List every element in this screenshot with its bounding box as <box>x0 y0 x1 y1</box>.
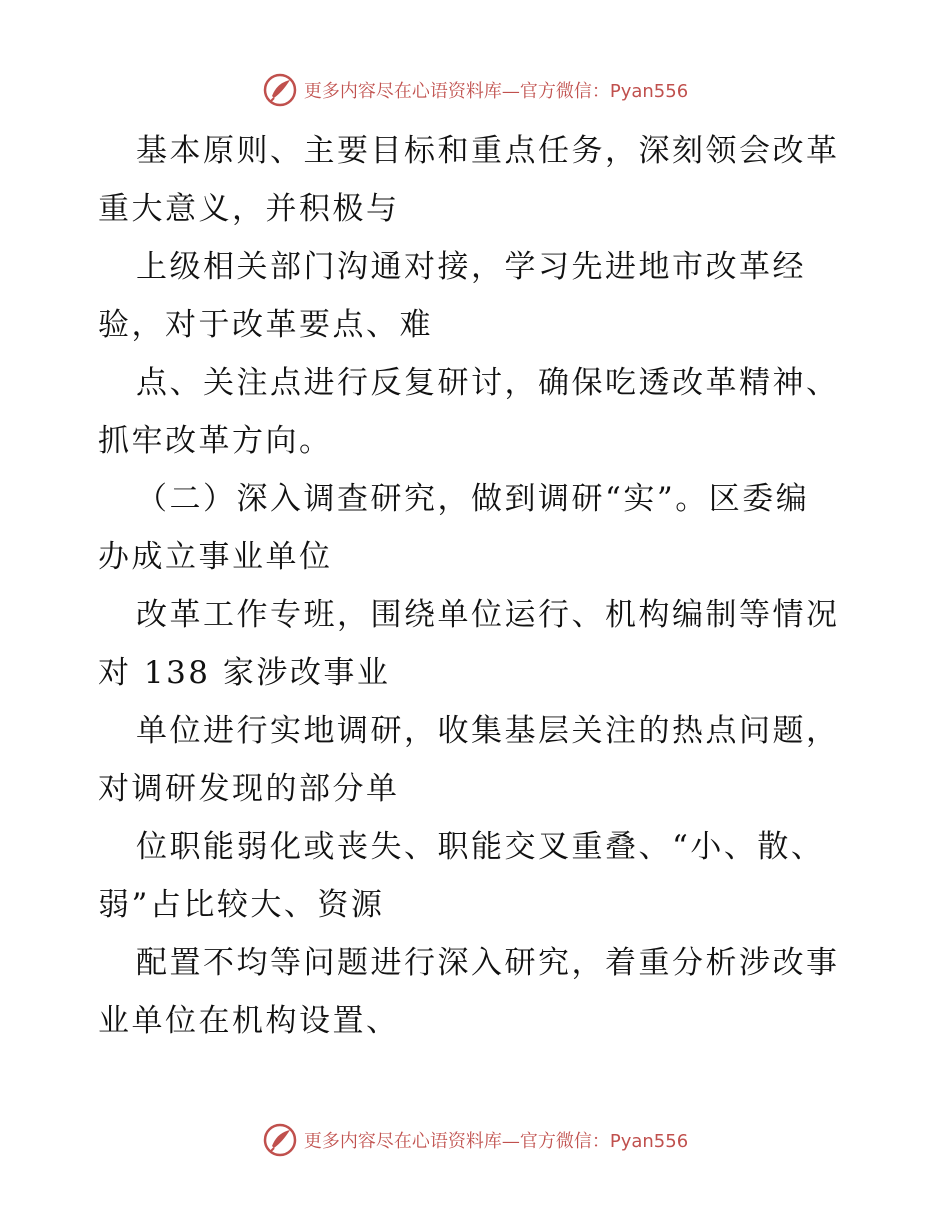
text-line: 业单位在机构设置、 <box>98 1003 400 1039</box>
logo-icon <box>262 72 298 108</box>
text-line: 抓牢改革方向。 <box>98 423 333 459</box>
text-line: 改革工作专班，围绕单位运行、机构编制等情况 <box>136 597 840 633</box>
document-body <box>98 122 858 1050</box>
text-line: 重大意义，并积极与 <box>98 191 400 227</box>
text-line: 对 138 家涉改事业 <box>98 655 391 691</box>
text-line: 办成立事业单位 <box>98 539 333 575</box>
text-line: 弱”占比较大、资源 <box>98 887 385 923</box>
text-line: 基本原则、主要目标和重点任务，深刻领会改革 <box>136 133 840 169</box>
footer-banner <box>0 1120 950 1160</box>
banner-text: 更多内容尽在心语资料库—官方微信：Pyan556 <box>303 81 689 102</box>
wechat-id: Pyan556 <box>609 1131 689 1152</box>
banner-text: 更多内容尽在心语资料库—官方微信：Pyan556 <box>303 1131 689 1152</box>
header-banner <box>0 70 950 110</box>
text-line: 位职能弱化或丧失、职能交叉重叠、“小、散、 <box>136 829 825 865</box>
text-line: （二）深入调查研究，做到调研“实”。区委编 <box>136 481 810 517</box>
text-line: 对调研发现的部分单 <box>98 771 400 807</box>
wechat-id: Pyan556 <box>609 81 689 102</box>
text-line: 点、关注点进行反复研讨，确保吃透改革精神、 <box>136 365 840 401</box>
text-line: 上级相关部门沟通对接，学习先进地市改革经 <box>136 249 806 285</box>
text-line: 单位进行实地调研，收集基层关注的热点问题， <box>136 713 840 749</box>
text-line: 验，对于改革要点、难 <box>98 307 433 343</box>
text-line: 配置不均等问题进行深入研究，着重分析涉改事 <box>136 945 840 981</box>
logo-icon <box>262 1122 298 1158</box>
